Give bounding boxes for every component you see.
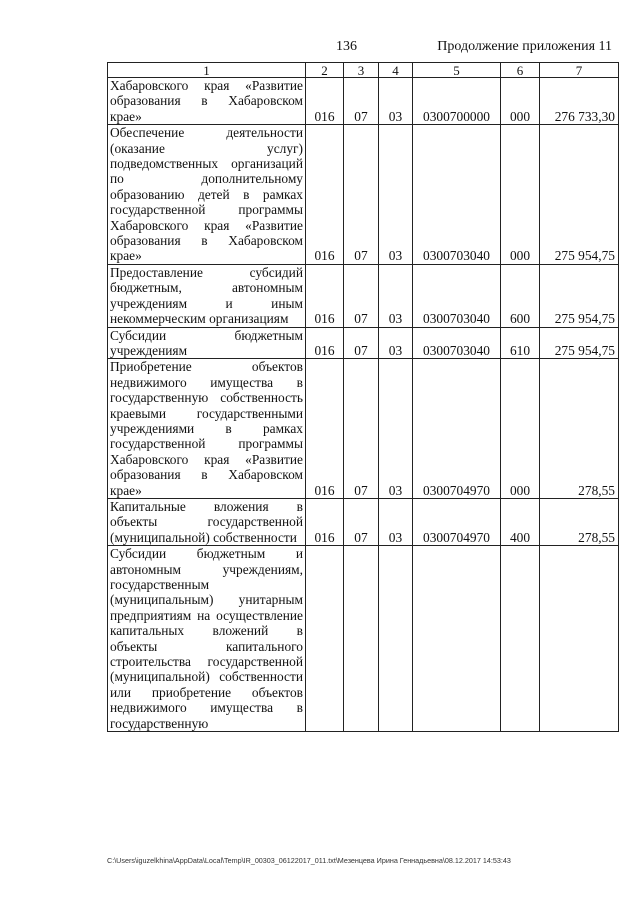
- cell-expense-type: 000: [501, 78, 540, 125]
- cell-subsection: 03: [379, 359, 413, 499]
- cell-subsection: 03: [379, 125, 413, 265]
- cell-subsection: 03: [379, 78, 413, 125]
- cell-section: 07: [344, 125, 379, 265]
- row-name-text: Приобретение объектов недвижимого имущества в государственную собственность краевыми государственными учреждениями в рамках государственной программы Хабаровского края «Развитие образования в Хабаровском крае»: [110, 359, 303, 498]
- cell-ministry-code: 016: [306, 498, 344, 545]
- cell-expense-type: 000: [501, 125, 540, 265]
- cell-amount: [540, 546, 619, 732]
- table-row: [108, 327, 619, 359]
- cell-expense-type: 610: [501, 327, 540, 359]
- cell-subsection: 03: [379, 264, 413, 327]
- cell-section: 07: [344, 498, 379, 545]
- cell-ministry-code: 016: [306, 359, 344, 499]
- column-header: 1: [108, 63, 306, 78]
- file-path-footer: C:\Users\iguzelkhina\AppData\Local\Temp\IR_00303_06122017_011.txt\Мезенцева Ирина Геннадьевна\08.12.2017 14:53:43: [107, 856, 511, 865]
- header-row: [108, 63, 619, 78]
- cell-target-code: 0300703040: [413, 327, 501, 359]
- row-name-text: Капитальные вложения в объекты государственной (муниципальной) собственности: [110, 498, 303, 545]
- cell-section: 07: [344, 327, 379, 359]
- cell-target-code: 0300704970: [413, 359, 501, 499]
- cell-amount: 275 954,75: [540, 264, 619, 327]
- cell-section: [344, 546, 379, 732]
- row-name-text: Хабаровского края «Развитие образования в Хабаровском крае»: [110, 78, 303, 124]
- cell-subsection: [379, 546, 413, 732]
- cell-expense-type: 600: [501, 264, 540, 327]
- row-name: [108, 264, 306, 327]
- row-name-text: Субсидии бюджетным и автономным учреждениям, государственным (муниципальным) унитарным предприятиям на осуществление капитальных вложений в объекты капитального строительства государственной (муниципальной) собственности или приобретение объектов недвижимого имущества в государственную: [110, 546, 303, 731]
- cell-ministry-code: 016: [306, 78, 344, 125]
- cell-ministry-code: [306, 546, 344, 732]
- cell-amount: 275 954,75: [540, 327, 619, 359]
- page-number: 136: [336, 39, 357, 54]
- table-body: [108, 78, 619, 732]
- column-header: 3: [344, 63, 379, 78]
- table-row: [108, 125, 619, 265]
- cell-amount: 278,55: [540, 359, 619, 499]
- budget-table: [107, 62, 619, 732]
- cell-section: 07: [344, 264, 379, 327]
- cell-expense-type: 000: [501, 359, 540, 499]
- column-header: 7: [540, 63, 619, 78]
- cell-section: 07: [344, 359, 379, 499]
- row-name-text: Обеспечение деятельности (оказание услуг) подведомственных организаций по дополнительному образованию детей в рамках государственной программы Хабаровского края «Развитие образования в Хабаровском крае»: [110, 125, 303, 264]
- table-row: [108, 498, 619, 545]
- cell-target-code: 0300703040: [413, 125, 501, 265]
- cell-amount: 278,55: [540, 498, 619, 545]
- column-header: 2: [306, 63, 344, 78]
- row-name-text: Субсидии бюджетным учреждениям: [110, 327, 303, 358]
- cell-target-code: 0300700000: [413, 78, 501, 125]
- cell-ministry-code: 016: [306, 327, 344, 359]
- row-name: [108, 359, 306, 499]
- cell-subsection: 03: [379, 327, 413, 359]
- row-name: [108, 498, 306, 545]
- cell-expense-type: [501, 546, 540, 732]
- row-name: [108, 78, 306, 125]
- cell-amount: 275 954,75: [540, 125, 619, 265]
- continuation-note: Продолжение приложения 11: [437, 39, 612, 54]
- table-row: [108, 264, 619, 327]
- cell-subsection: 03: [379, 498, 413, 545]
- cell-target-code: 0300704970: [413, 498, 501, 545]
- table-row: [108, 546, 619, 732]
- cell-target-code: 0300703040: [413, 264, 501, 327]
- row-name-text: Предоставление субсидий бюджетным, автономным учреждениям и иным некоммерческим организациям: [110, 264, 303, 327]
- table-header: [108, 63, 619, 78]
- cell-target-code: [413, 546, 501, 732]
- table-row: [108, 78, 619, 125]
- column-header: 5: [413, 63, 501, 78]
- row-name: [108, 546, 306, 732]
- row-name: [108, 327, 306, 359]
- cell-amount: 276 733,30: [540, 78, 619, 125]
- cell-ministry-code: 016: [306, 264, 344, 327]
- cell-section: 07: [344, 78, 379, 125]
- row-name: [108, 125, 306, 265]
- cell-ministry-code: 016: [306, 125, 344, 265]
- column-header: 6: [501, 63, 540, 78]
- cell-expense-type: 400: [501, 498, 540, 545]
- table-row: [108, 359, 619, 499]
- column-header: 4: [379, 63, 413, 78]
